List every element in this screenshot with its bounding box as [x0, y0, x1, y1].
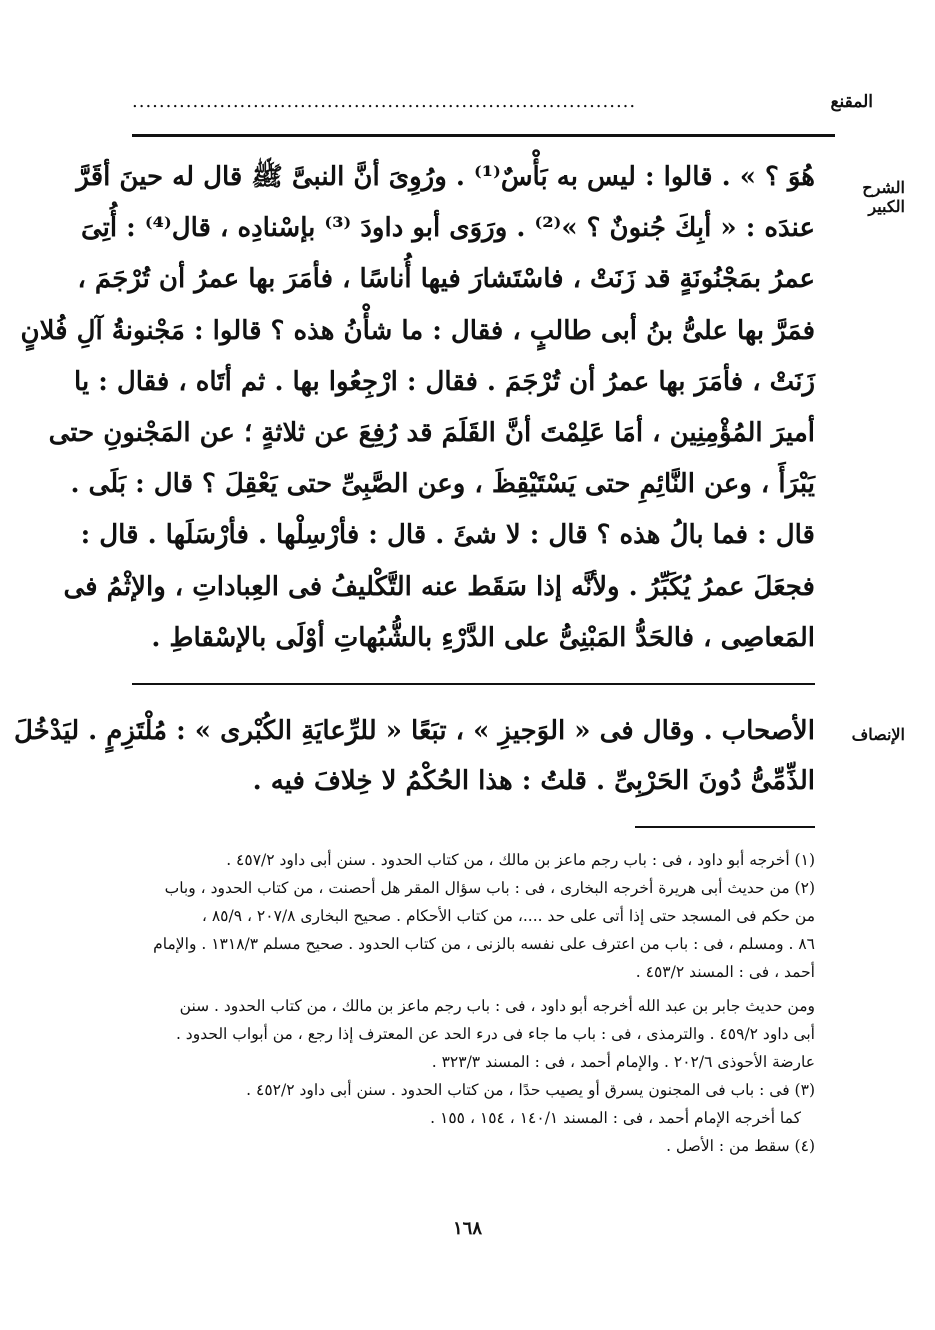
sharh-label: الشرح الكبير [862, 178, 905, 216]
footnote-line: (٢) من حديث أبى هريرة أخرجه البخارى ، فى : باب سؤال المقر هل أحصنت ، من كتاب الحدود ، وباب [164, 879, 815, 897]
header-rule [132, 134, 835, 137]
sharh-line: عندَه : « أبِكَ جُنونٌ ؟ »⁽²⁾ . ورَوَى أبو داودَ ⁽³⁾ بإسْنادِه ، قال⁽⁴⁾ : أُتِىَ [81, 213, 815, 244]
sharh-line: فمَرَّ بها علىُّ بنُ أبى طالبٍ ، فقال : ما شأْنُ هذه ؟ قالوا : مَجْنونةُ آلِ فُلانٍ [20, 315, 815, 346]
footnote-line: من حكم فى المسجد حتى إذا أتى على حد ....، من كتاب الأحكام . صحيح البخارى ٢٠٧/٨ ، ٨٥/٩ ، [201, 907, 815, 925]
dot-leader: ........................................................................... [132, 91, 637, 111]
sharh-text [20, 152, 815, 664]
footnote-line: عارضة الأحوذى ٢٠٢/٦ . والإمام أحمد ، فى : المسند ٣٢٣/٣ . [431, 1053, 815, 1071]
sharh-line: زَنَتْ ، فأمَرَ بها عمرُ أن تُرْجَمَ . فقال : ارْجِعُوا بها . ثم أتَاه ، فقال : يا [74, 366, 815, 397]
footnote-line: ومن حديث جابر بن عبد الله أخرجه أبو داود ، فى : باب رجم ماعز بن مالك ، من كتاب الحدود . سنن [179, 997, 815, 1015]
sharh-line: عمرُ بمَجْنُونَةٍ قد زَنَتْ ، فاسْتَشارَ فيها أُناسًا ، فأمَرَ بها عمرُ أن تُرْجَمَ ، [77, 264, 815, 295]
footnote-rule [635, 826, 815, 828]
footnote-line: كما أخرجه الإمام أحمد ، فى : المسند ١٤٠/١ ، ١٥٤ ، ١٥٥ . [430, 1109, 801, 1127]
footnote-line: أبى داود ٤٥٩/٢ . والترمذى ، فى : باب ما جاء فى درء الحد عن المعترف إذا رجع ، من أبواب الحدود . [175, 1025, 815, 1043]
page-number: ١٦٨ [452, 1218, 482, 1239]
sharh-line: أميرَ المُؤْمِنِين ، أمَا عَلِمْتَ أنَّ القَلَمَ قد رُفِعَ عن ثلاثةٍ ؛ عن المَجْنونِ حتى [48, 417, 815, 448]
sharh-line: يَبْرَأَ ، وعن النَّائِمِ حتى يَسْتَيْقِظَ ، وعن الصَّبِىِّ حتى يَعْقِلَ ؟ قال : بَلَى . [70, 469, 815, 500]
running-title: المقنع [830, 92, 873, 112]
insaf-text [13, 706, 815, 806]
footnotes [132, 846, 815, 1160]
sharh-line: المَعاصِى ، فالحَدُّ المَبْنِىُّ على الدَّرْءِ بالشُّبُهاتِ أوْلَى بالإسْقاطِ . [151, 622, 815, 653]
sharh-line: قال : فما بالُ هذه ؟ قال : لا شئَ . قال : فأرْسِلْها . فأرْسَلَها . قال : [80, 520, 815, 551]
insaf-label: الإنصاف [851, 725, 905, 744]
insaf-line: الذِّمِّىُّ دُونَ الحَرْبِىِّ . قلتُ : هذا الحُكْمُ لا خِلافَ فيه . [252, 766, 815, 796]
insaf-line: الأصحاب . وقال فى « الوَجيزِ » ، تبَعًا « للرِّعايَةِ الكُبْرى » : مُلْتَزِمٍ . ليَدْخُلَ [13, 716, 815, 746]
footnote-line: (٣) فى : باب فى المجنون يسرق أو يصيب حدًا ، من كتاب الحدود . سنن أبى داود ٤٥٢/٢ . [246, 1081, 815, 1099]
footnote-line: (١) أخرجه أبو داود ، فى : باب رجم ماعز بن مالك ، من كتاب الحدود . سنن أبى داود ٤٥٧/٢ . [226, 851, 815, 869]
footnote-line: أحمد ، فى : المسند ٤٥٣/٢ . [635, 963, 815, 981]
footnote-line: (٤) سقط من : الأصل . [666, 1137, 815, 1155]
sharh-line: هُوَ ؟ » . قالوا : ليس به بَأْسٌ⁽¹⁾ . ورُوِىَ أنَّ النبىَّ ﷺ قال له حينَ أقَرَّ [76, 162, 815, 192]
sharh-line: فجعَلَ عمرُ يُكَبِّرُ . ولأنَّه إذا سَقَط عنه التَّكْليفُ فى العِباداتِ ، والإثْمُ فى [63, 571, 815, 602]
footnote-line: ٨٦ . ومسلم ، فى : باب من اعترف على نفسه بالزنى ، من كتاب الحدود . صحيح مسلم ١٣١٨/٣ . والإمام [153, 935, 815, 953]
section-divider [132, 683, 815, 685]
